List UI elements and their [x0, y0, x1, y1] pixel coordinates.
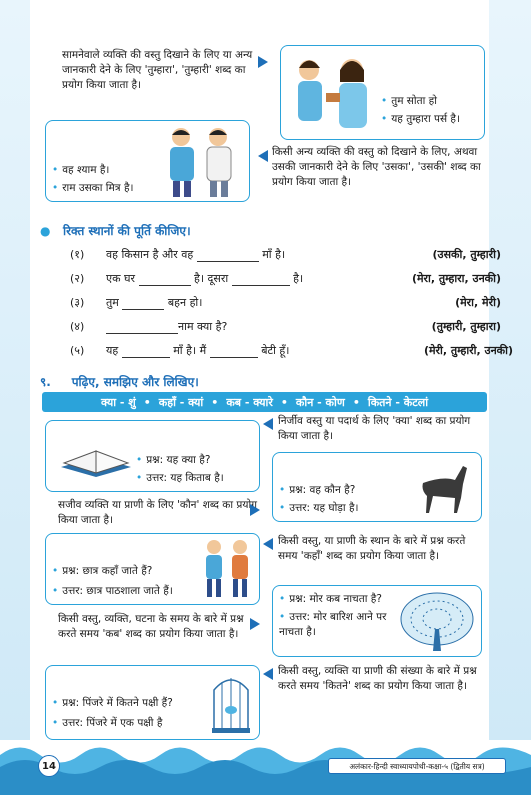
banner-item: कब - क्यारे — [226, 395, 273, 409]
exercise-row-1: (१) वह किसान है और वह माँ है। (उसकी, तुम्हारी) — [70, 248, 501, 261]
peacock-icon — [397, 589, 477, 655]
arrow-right-icon — [258, 56, 268, 68]
kab-question: प्रश्न: मोर कब नाचता है? — [289, 593, 382, 605]
arrow-left-icon — [263, 538, 273, 550]
women-illustration — [284, 48, 379, 138]
note2-text: किसी अन्य व्यक्ति की वस्तु को दिखाने के लिए, अथवा उसकी जानकारी देने के लिए 'उसका', 'उसकी' शब्द का प्रयोग किया जाता है। — [272, 146, 481, 188]
boys-illustration — [156, 123, 246, 201]
exercise-heading: ● रिक्त स्थानों की पूर्ति कीजिए। — [40, 224, 191, 238]
page-number: 14 — [42, 760, 56, 772]
birdcage-icon — [206, 668, 256, 738]
blank-line[interactable] — [210, 345, 258, 358]
banner-item: कौन - कोण — [295, 395, 345, 409]
bubble1-line2: • यह तुम्हारा पर्स है। — [381, 113, 460, 125]
arrow-left-icon — [263, 668, 273, 680]
bubble2-line1: • वह श्याम है। — [52, 164, 110, 176]
right-decor-band — [489, 0, 531, 740]
kitne-question: प्रश्न: पिंजरे में कितने पक्षी हैं? — [62, 697, 173, 709]
page-number-badge — [38, 755, 60, 777]
kaun-note: सजीव व्यक्ति या प्राणी के लिए 'कौन' शब्द का प्रयोग किया जाता है। — [58, 499, 258, 526]
kaun-question: प्रश्न: वह कौन है? — [289, 484, 356, 496]
kaun-answer: उत्तर: यह घोड़ा है। — [289, 502, 359, 514]
kaun-box: • प्रश्न: वह कौन है? • उत्तर: यह घोड़ा है। — [272, 452, 482, 522]
arrow-right-icon — [250, 504, 260, 516]
kya-question: प्रश्न: यह क्या है? — [146, 454, 211, 466]
banner-item: क्या - शुं — [100, 395, 136, 409]
kab-box: • प्रश्न: मोर कब नाचता है? • उत्तर: मोर बारिश आने पर नाचता है। — [272, 585, 482, 657]
banner-item: कितने - केटलां — [367, 395, 429, 409]
bubble2-line2: • राम उसका मित्र है। — [52, 182, 134, 194]
book-title-footer: अलंकार-हिन्दी स्वाध्यायपोथी-कक्षा-५ (द्वितीय सत्र) — [328, 758, 506, 774]
arrow-right-icon — [250, 618, 260, 630]
kab-answer: उत्तर: मोर बारिश आने पर नाचता है। — [279, 611, 387, 638]
kitne-box: • प्रश्न: पिंजरे में कितने पक्षी हैं? • उत्तर: पिंजरे में एक पक्षी है — [45, 665, 260, 740]
exercise-row-5: (५) यह माँ है। मैं बेटी हूँ। (मेरी, तुम्हारी, उनकी) — [70, 344, 513, 357]
kitne-answer: उत्तर: पिंजरे में एक पक्षी है — [62, 717, 163, 729]
exercise-row-3: (३) तुम बहन हो। (मेरा, मेरी) — [70, 296, 501, 309]
bubble1-line1: • तुम सोता हो — [381, 95, 437, 107]
kahan-note: किसी वस्तु, या प्राणी के स्थान के बारे में प्रश्न करते समय 'कहाँ' शब्द का प्रयोग किया जाता है। — [278, 535, 466, 562]
dialogue-box-2 — [45, 120, 250, 202]
horse-icon — [413, 458, 473, 518]
students-illustration — [196, 537, 258, 603]
arrow-left-icon — [258, 150, 268, 162]
kab-note: किसी वस्तु, व्यक्ति, घटना के समय के बारे में प्रश्न करते समय 'कब' शब्द का प्रयोग किया जाता है। — [58, 613, 244, 640]
kitne-note: किसी वस्तु, व्यक्ति या प्राणी की संख्या के बारे में प्रश्न करते समय 'कितने' शब्द का प्रयोग किया जाता है। — [278, 665, 477, 692]
kahan-question: प्रश्न: छात्र कहाँ जाते हैं? — [62, 565, 153, 577]
kya-note: निर्जीव वस्तु या पदार्थ के लिए 'क्या' शब्द का प्रयोग किया जाता है। — [278, 415, 471, 442]
arrow-left-icon — [263, 418, 273, 430]
blank-line[interactable] — [122, 297, 164, 310]
left-decor-band — [0, 0, 30, 740]
question-words-banner: क्या - शुं • कहाँ - क्यां • कब - क्यारे • कौन - कोण • कितने - केटलां — [42, 392, 487, 412]
kya-box: • प्रश्न: यह क्या है? • उत्तर: यह किताब है। — [45, 420, 260, 492]
dialogue-box-1 — [280, 45, 485, 140]
intro-text: सामनेवाले व्यक्ति की वस्तु दिखाने के लिए या अन्य जानकारी देने के लिए 'तुम्हारा', 'तुम्हारी' शब्द का प्रयोग किया जाता है। — [62, 49, 253, 91]
kya-answer: उत्तर: यह किताब है। — [146, 472, 224, 484]
section9-heading: ९. पढ़िए, समझिए और लिखिए। — [40, 375, 199, 389]
blank-line[interactable] — [139, 273, 191, 286]
blank-line[interactable] — [197, 249, 259, 262]
kahan-box: • प्रश्न: छात्र कहाँ जाते हैं? • उत्तर: छात्र पाठशाला जाते हैं। — [45, 533, 260, 605]
exercise-row-2: (२) एक घर है। दूसरा है। (मेरा, तुम्हारा, उनकी) — [70, 272, 501, 285]
book-icon — [56, 429, 136, 484]
blank-line[interactable] — [232, 273, 290, 286]
kahan-answer: उत्तर: छात्र पाठशाला जाते हैं। — [62, 585, 173, 597]
exercise-row-4: (४) नाम क्या है? (तुम्हारी, तुम्हारा) — [70, 320, 501, 333]
blank-line[interactable] — [122, 345, 170, 358]
banner-item: कहाँ - क्यां — [158, 395, 204, 409]
blank-line[interactable] — [106, 321, 178, 334]
